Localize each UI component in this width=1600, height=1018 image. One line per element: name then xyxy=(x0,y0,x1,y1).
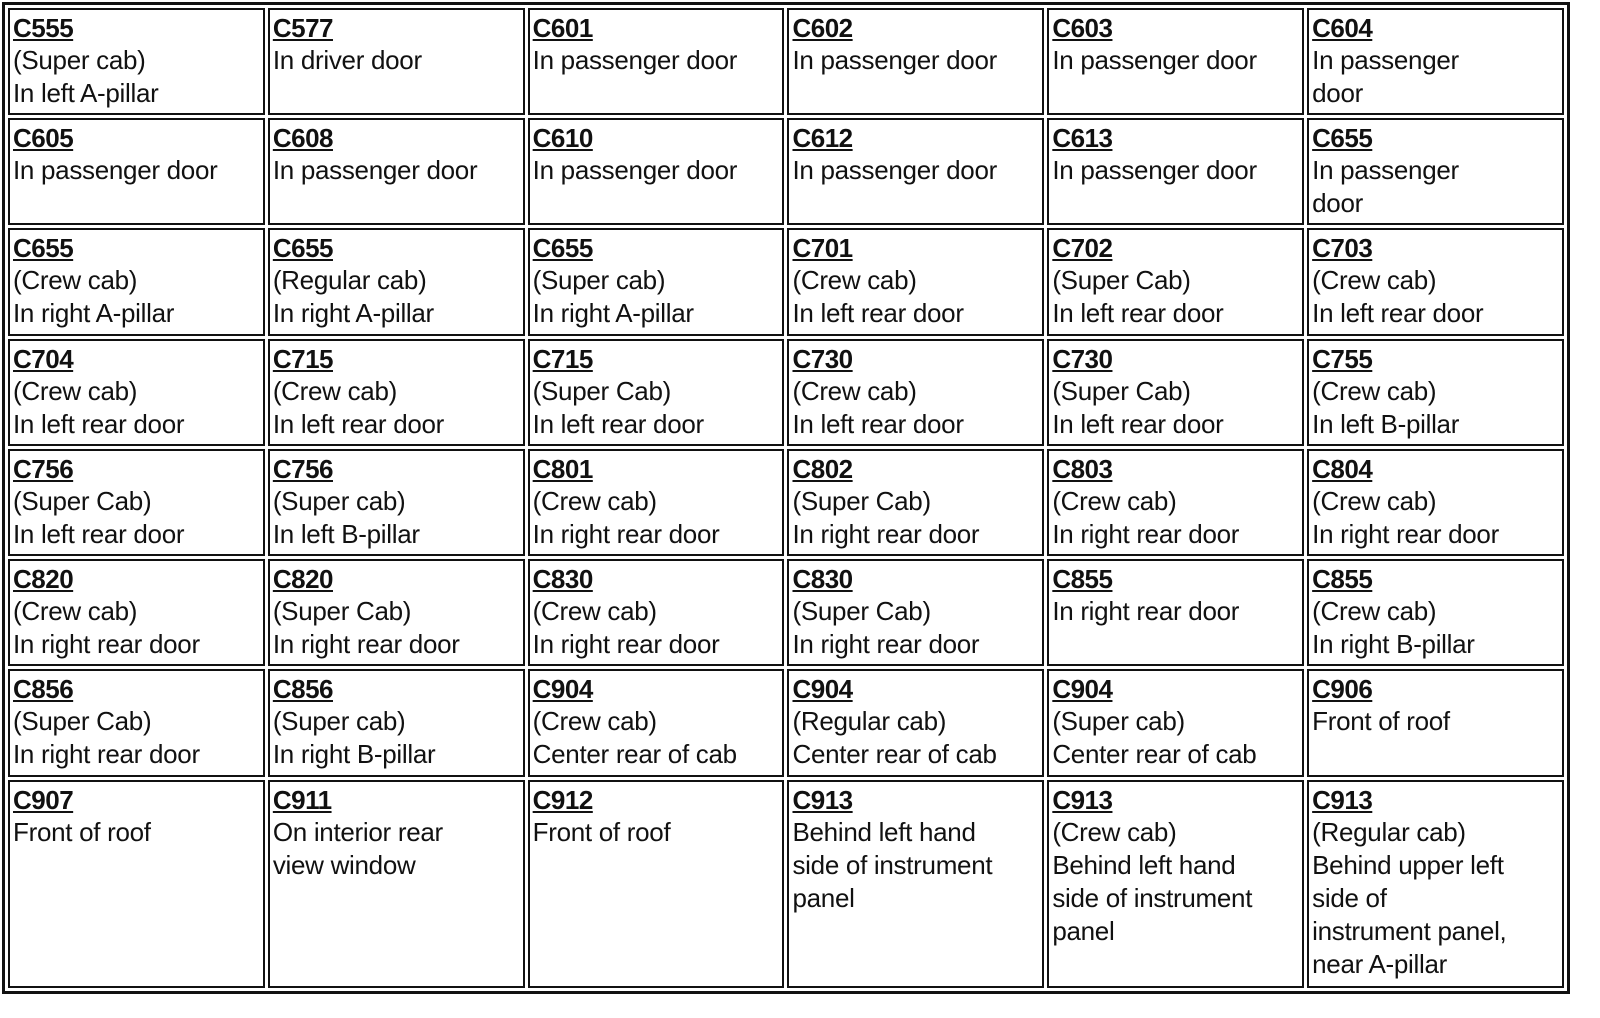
connector-cell xyxy=(268,669,525,776)
connector-location-text: In right rear door xyxy=(13,629,200,660)
connector-cell xyxy=(1307,559,1564,666)
connector-location-text: In right rear door xyxy=(1052,518,1240,549)
connector-location-table xyxy=(5,5,1567,991)
connector-location-text: (Super Cab) xyxy=(13,485,152,516)
connector-location-text: instrument panel, xyxy=(1312,915,1507,946)
connector-location-text: In left rear door xyxy=(13,408,185,439)
connector-code-link[interactable]: C655 xyxy=(1312,123,1373,154)
connector-location-text: panel xyxy=(1052,915,1115,946)
connector-code-link[interactable]: C906 xyxy=(1312,674,1373,705)
connector-code-link[interactable]: C913 xyxy=(792,784,853,815)
connector-location-text: Center rear of cab xyxy=(532,739,737,770)
connector-cell xyxy=(528,449,785,556)
connector-code-link[interactable]: C755 xyxy=(1312,343,1373,374)
connector-location-text: Behind upper left xyxy=(1312,849,1504,880)
connector-cell xyxy=(8,449,265,556)
connector-code-link[interactable]: C855 xyxy=(1312,564,1373,595)
connector-code-link[interactable]: C603 xyxy=(1052,13,1113,43)
connector-location-text: (Super Cab) xyxy=(13,706,152,737)
connector-location-text: In right rear door xyxy=(1312,518,1499,549)
connector-code-link[interactable]: C655 xyxy=(272,233,333,264)
connector-code-link[interactable]: C856 xyxy=(13,674,74,705)
connector-code-link[interactable]: C820 xyxy=(13,564,74,595)
connector-location-text: (Super Cab) xyxy=(1052,375,1191,406)
connector-location-text: In right A-pillar xyxy=(13,298,175,329)
connector-code-link[interactable]: C703 xyxy=(1312,233,1373,264)
connector-location-text: (Super Cab) xyxy=(792,485,931,516)
connector-cell xyxy=(1307,8,1564,115)
table-row xyxy=(8,339,1564,446)
connector-code-link[interactable]: C830 xyxy=(792,564,853,595)
connector-location-text: In passenger door xyxy=(792,155,997,186)
connector-location-text: Behind left hand xyxy=(1052,849,1236,880)
connector-code-link[interactable]: C655 xyxy=(532,233,593,264)
connector-location-text: (Super Cab) xyxy=(532,375,671,406)
connector-code-link[interactable]: C608 xyxy=(272,123,333,154)
connector-cell xyxy=(8,780,265,988)
connector-cell xyxy=(268,339,525,446)
connector-location-text: In driver door xyxy=(272,45,422,75)
connector-location-text: (Super Cab) xyxy=(1052,265,1191,296)
connector-location-text: Behind left hand xyxy=(792,816,976,847)
connector-code-link[interactable]: C612 xyxy=(792,123,853,154)
connector-code-link[interactable]: C911 xyxy=(272,784,332,815)
connector-location-text: (Crew cab) xyxy=(13,375,138,406)
connector-location-text: In passenger door xyxy=(1052,45,1257,75)
connector-location-text: (Crew cab) xyxy=(792,375,917,406)
connector-code-link[interactable]: C655 xyxy=(13,233,74,264)
connector-cell xyxy=(8,8,265,115)
connector-code-link[interactable]: C804 xyxy=(1312,453,1373,484)
connector-location-text: door xyxy=(1312,188,1363,219)
connector-code-link[interactable]: C715 xyxy=(532,343,593,374)
connector-location-text: In left rear door xyxy=(792,408,964,439)
connector-location-text: panel xyxy=(792,882,855,913)
connector-cell xyxy=(268,118,525,225)
connector-code-link[interactable]: C704 xyxy=(13,343,74,374)
connector-location-text: (Regular cab) xyxy=(792,706,947,737)
connector-location-text: (Crew cab) xyxy=(272,375,397,406)
connector-cell xyxy=(528,228,785,335)
connector-location-text: In passenger xyxy=(1312,45,1459,75)
connector-location-text: (Regular cab) xyxy=(1312,816,1466,847)
connector-location-text: In right rear door xyxy=(792,518,980,549)
connector-location-text: In right B-pillar xyxy=(1312,629,1475,660)
connector-code-link[interactable]: C604 xyxy=(1312,13,1373,43)
connector-location-text: (Super cab) xyxy=(272,706,406,737)
connector-cell xyxy=(268,8,525,115)
connector-code-link[interactable]: C907 xyxy=(13,784,74,815)
connector-location-text: In left rear door xyxy=(272,408,445,439)
table-row xyxy=(8,118,1564,225)
connector-code-link[interactable]: C820 xyxy=(272,564,333,595)
connector-code-link[interactable]: C904 xyxy=(532,674,593,705)
connector-cell xyxy=(8,118,265,225)
connector-cell xyxy=(268,228,525,335)
connector-location-text: Front of roof xyxy=(1312,706,1450,737)
connector-location-text: (Crew cab) xyxy=(1052,485,1177,516)
connector-location-text: In passenger door xyxy=(272,155,478,186)
connector-location-text: side of instrument xyxy=(792,849,993,880)
connector-location-text: In passenger door xyxy=(792,45,997,75)
connector-code-link[interactable]: C601 xyxy=(532,13,593,43)
connector-location-text: Center rear of cab xyxy=(1052,739,1257,770)
connector-cell xyxy=(1047,559,1304,666)
connector-cell xyxy=(787,559,1044,666)
connector-location-text: On interior rear xyxy=(272,816,443,847)
table-row xyxy=(8,449,1564,556)
connector-code-link[interactable]: C730 xyxy=(1052,343,1113,374)
connector-location-text: (Crew cab) xyxy=(1312,375,1437,406)
connector-cell xyxy=(1047,228,1304,335)
connector-location-text: view window xyxy=(272,849,416,880)
connector-location-text: In left B-pillar xyxy=(272,518,420,549)
connector-cell xyxy=(1307,339,1564,446)
connector-cell xyxy=(1307,449,1564,556)
connector-cell xyxy=(787,8,1044,115)
connector-location-text: (Crew cab) xyxy=(1312,596,1437,627)
connector-code-link[interactable]: C756 xyxy=(272,453,333,484)
connector-code-link[interactable]: C830 xyxy=(532,564,593,595)
connector-location-text: In passenger door xyxy=(532,45,738,75)
connector-location-text: In right rear door xyxy=(13,739,200,770)
connector-code-link[interactable]: C801 xyxy=(532,453,593,484)
table-row xyxy=(8,669,1564,776)
connector-cell xyxy=(268,449,525,556)
connector-location-text: (Super Cab) xyxy=(272,596,412,627)
connector-location-text: Front of roof xyxy=(13,816,151,847)
connector-location-text: In left rear door xyxy=(792,298,964,329)
connector-location-text: (Crew cab) xyxy=(1312,265,1437,296)
connector-location-text: Center rear of cab xyxy=(792,739,997,770)
connector-cell xyxy=(268,780,525,988)
connector-code-link[interactable]: C613 xyxy=(1052,123,1113,154)
connector-cell xyxy=(8,339,265,446)
connector-cell xyxy=(787,780,1044,988)
connector-location-text: In left B-pillar xyxy=(1312,408,1460,439)
connector-code-link[interactable]: C913 xyxy=(1312,784,1373,815)
connector-code-link[interactable]: C855 xyxy=(1052,564,1113,595)
connector-cell xyxy=(528,780,785,988)
connector-cell xyxy=(1307,118,1564,225)
connector-location-text: Front of roof xyxy=(532,816,671,847)
connector-cell xyxy=(528,669,785,776)
connector-cell xyxy=(1307,669,1564,776)
connector-cell xyxy=(1047,8,1304,115)
connector-code-link[interactable]: C702 xyxy=(1052,233,1113,264)
connector-location-text: In right rear door xyxy=(532,518,720,549)
connector-location-text: In right A-pillar xyxy=(272,298,434,329)
connector-location-text: door xyxy=(1312,78,1363,108)
connector-location-text: (Crew cab) xyxy=(1312,485,1437,516)
connector-location-text: In right rear door xyxy=(272,629,460,660)
connector-location-text: In right B-pillar xyxy=(272,739,436,770)
connector-location-text: In left rear door xyxy=(1312,298,1484,329)
connector-code-link[interactable]: C730 xyxy=(792,343,853,374)
connector-location-text: (Super cab) xyxy=(13,45,146,75)
connector-cell xyxy=(528,8,785,115)
connector-location-text: In passenger door xyxy=(13,155,218,186)
connector-location-text: In passenger door xyxy=(532,155,738,186)
connector-code-link[interactable]: C913 xyxy=(1052,784,1113,815)
connector-cell xyxy=(787,449,1044,556)
connector-location-text: (Crew cab) xyxy=(13,596,138,627)
connector-cell xyxy=(1047,118,1304,225)
connector-location-text: In right rear door xyxy=(1052,596,1240,627)
connector-cell xyxy=(1047,339,1304,446)
connector-cell xyxy=(8,559,265,666)
connector-location-text: (Crew cab) xyxy=(532,485,657,516)
connector-cell xyxy=(1047,669,1304,776)
connector-code-link[interactable]: C555 xyxy=(13,13,74,43)
connector-location-text: near A-pillar xyxy=(1312,948,1447,979)
connector-code-link[interactable]: C577 xyxy=(272,13,333,43)
connector-location-text: In left rear door xyxy=(13,518,185,549)
connector-location-text: In right A-pillar xyxy=(532,298,694,329)
connector-location-text: side of xyxy=(1312,882,1387,913)
connector-location-text: In left rear door xyxy=(1052,298,1224,329)
connector-location-text: (Crew cab) xyxy=(1052,816,1177,847)
connector-location-text: (Super cab) xyxy=(1052,706,1185,737)
connector-code-link[interactable]: C602 xyxy=(792,13,853,43)
table-row xyxy=(8,8,1564,115)
connector-cell xyxy=(1047,780,1304,988)
connector-code-link[interactable]: C904 xyxy=(792,674,853,705)
table-row xyxy=(8,780,1564,988)
connector-code-link[interactable]: C610 xyxy=(532,123,593,154)
connector-location-text: In right rear door xyxy=(792,629,980,660)
connector-cell xyxy=(1307,228,1564,335)
connector-code-link[interactable]: C715 xyxy=(272,343,333,374)
connector-cell xyxy=(787,118,1044,225)
connector-location-table-frame xyxy=(2,2,1570,994)
connector-location-text: (Crew cab) xyxy=(532,596,657,627)
connector-location-text: In left A-pillar xyxy=(13,78,159,108)
connector-cell xyxy=(787,669,1044,776)
connector-location-text: (Crew cab) xyxy=(532,706,657,737)
connector-code-link[interactable]: C756 xyxy=(13,453,74,484)
connector-location-text: In passenger xyxy=(1312,155,1459,186)
connector-location-text: In passenger door xyxy=(1052,155,1257,186)
connector-cell xyxy=(8,669,265,776)
connector-code-link[interactable]: C701 xyxy=(792,233,853,264)
connector-cell xyxy=(787,228,1044,335)
connector-cell xyxy=(528,559,785,666)
connector-cell xyxy=(1047,449,1304,556)
connector-location-text: (Super Cab) xyxy=(792,596,931,627)
connector-cell xyxy=(8,228,265,335)
connector-code-link[interactable]: C802 xyxy=(792,453,853,484)
connector-location-text: (Regular cab) xyxy=(272,265,427,296)
connector-cell xyxy=(1307,780,1564,988)
table-row xyxy=(8,559,1564,666)
connector-location-text: (Crew cab) xyxy=(13,265,138,296)
connector-location-text: (Super cab) xyxy=(272,485,406,516)
connector-table-body xyxy=(8,8,1564,988)
connector-cell xyxy=(528,339,785,446)
connector-location-text: side of instrument xyxy=(1052,882,1253,913)
connector-cell xyxy=(528,118,785,225)
connector-code-link[interactable]: C912 xyxy=(532,784,593,815)
connector-location-text: In left rear door xyxy=(1052,408,1224,439)
connector-location-text: In right rear door xyxy=(532,629,720,660)
connector-location-text: (Super cab) xyxy=(532,265,666,296)
connector-code-link[interactable]: C803 xyxy=(1052,453,1113,484)
connector-location-text: In left rear door xyxy=(532,408,704,439)
connector-cell xyxy=(268,559,525,666)
connector-cell xyxy=(787,339,1044,446)
connector-code-link[interactable]: C856 xyxy=(272,674,333,705)
connector-code-link[interactable]: C605 xyxy=(13,123,74,154)
connector-location-text: (Crew cab) xyxy=(792,265,917,296)
connector-code-link[interactable]: C904 xyxy=(1052,674,1113,705)
table-row xyxy=(8,228,1564,335)
